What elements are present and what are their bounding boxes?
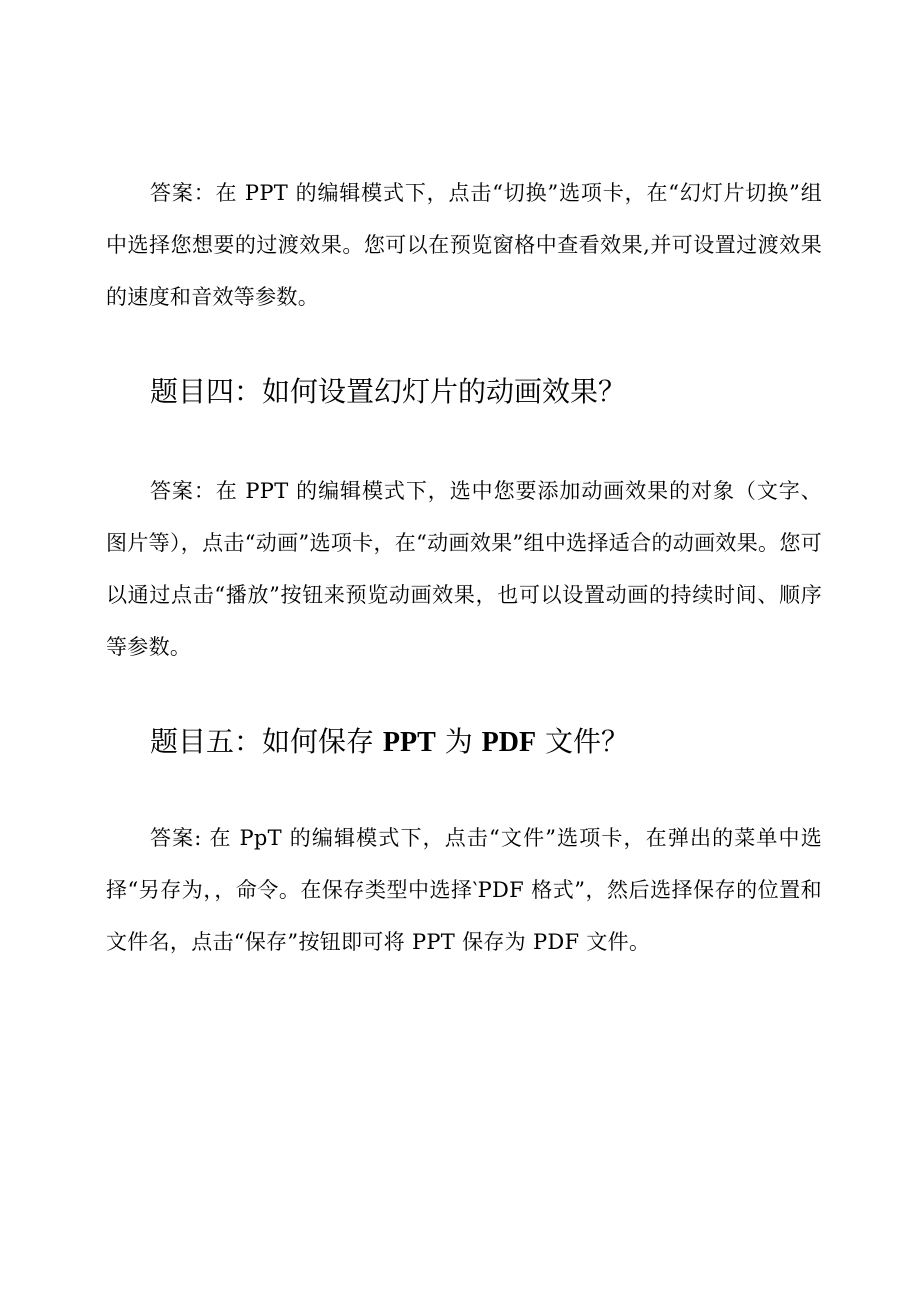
question-heading-4 bbox=[150, 372, 626, 412]
question-heading-5 bbox=[150, 722, 629, 763]
question-4-prefix: 题目四： bbox=[150, 375, 263, 408]
answer-paragraph-5: 答案: 在 PpT 的编辑模式下，点击“文件”选项卡，在弹出的菜单中选择“另存为，，命令。在保存类型中选择‵PDF 格式”，然后选择保存的位置和文件名，点击“保存”按钮即可将 PPT 保存为 PDF 文件。 bbox=[106, 826, 822, 954]
question-5-body-3: 文件？ bbox=[536, 725, 629, 758]
answer-paragraph-4: 答案：在 PPT 的编辑模式下，选中您要添加动画效果的对象（文字、图片等），点击“动画”选项卡，在“动画效果”组中选择适合的动画效果。您可以通过点击“播放”按钮来预览动画效果，也可以设置动画的持续时间、顺序等参数。 bbox=[106, 479, 822, 659]
question-5-body-1: 如何保存 bbox=[262, 725, 383, 758]
question-5-body-2: 为 bbox=[435, 725, 482, 758]
question-5-prefix: 题目五： bbox=[150, 725, 263, 758]
question-5-latin-pdf: PDF bbox=[481, 727, 537, 758]
question-5-latin-ppt: PPT bbox=[382, 727, 436, 758]
answer-paragraph-3: 答案：在 PPT 的编辑模式下，点击“切换”选项卡，在“幻灯片切换”组中选择您想要的过渡效果。您可以在预览窗格中查看效果,并可设置过渡效果的速度和音效等参数。 bbox=[106, 181, 822, 309]
question-4-body: 如何设置幻灯片的动画效果？ bbox=[262, 375, 627, 408]
